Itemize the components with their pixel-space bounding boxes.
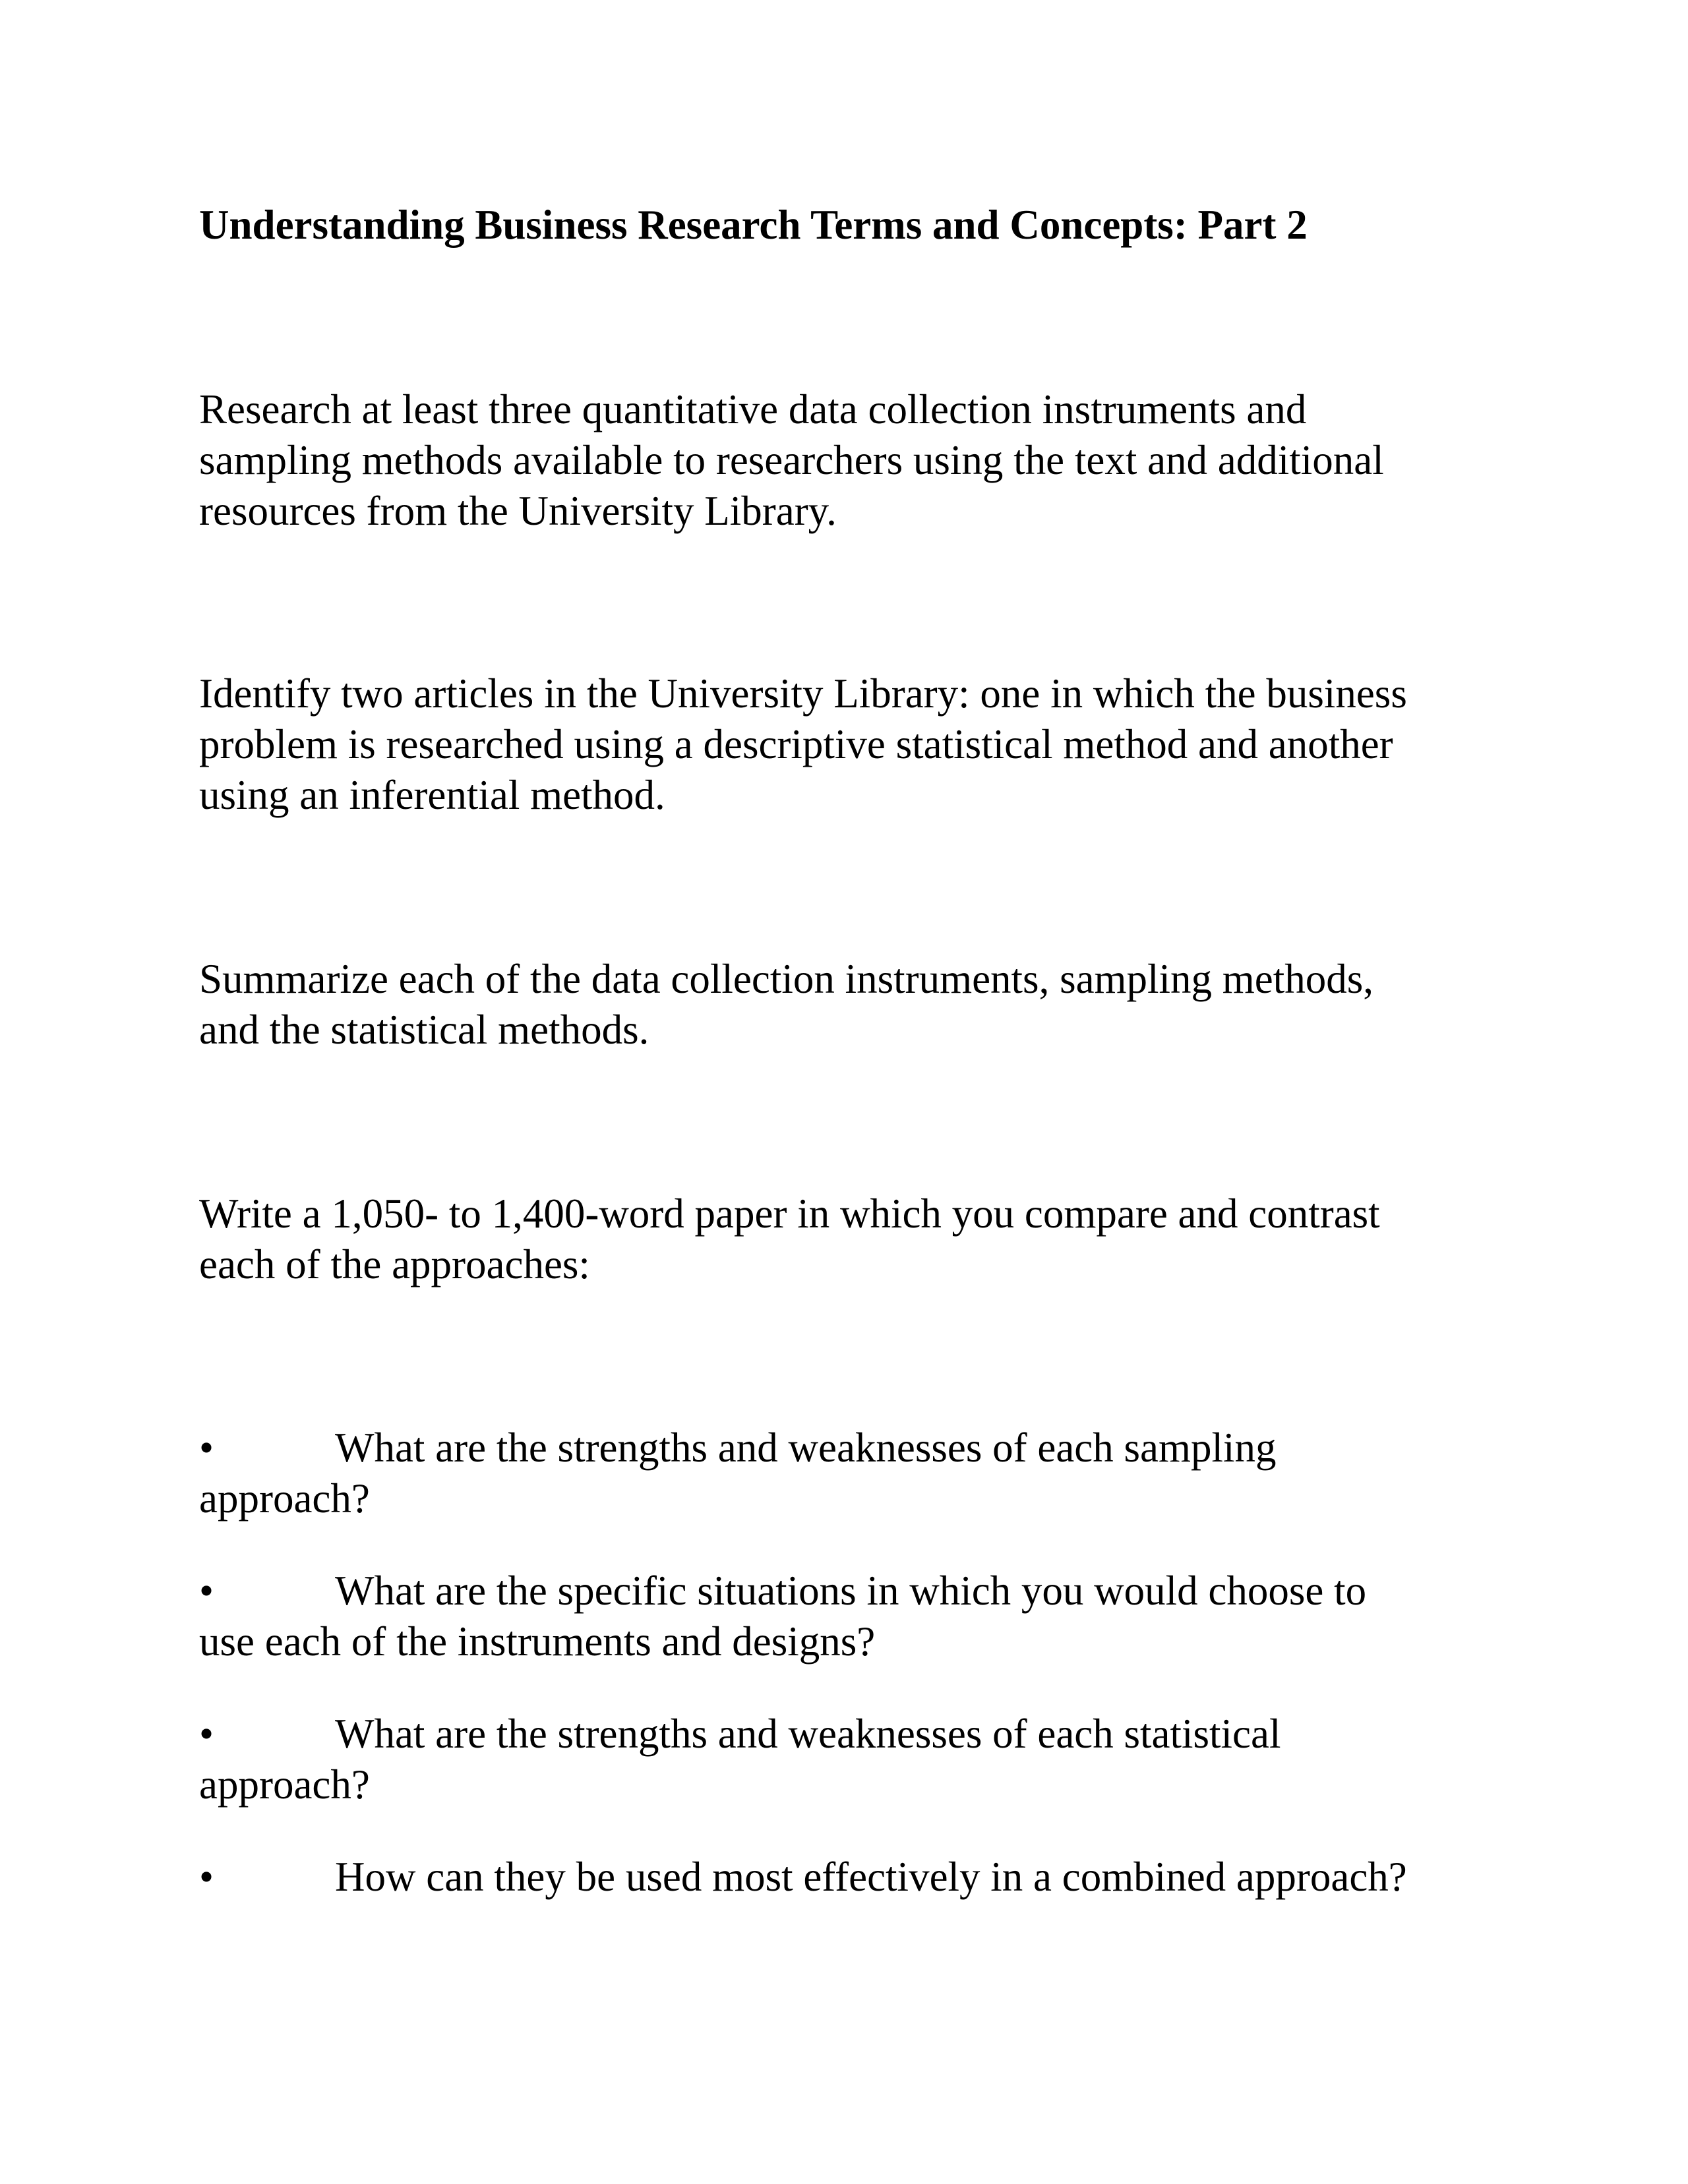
bullet-point-icon: • <box>199 1425 214 1471</box>
bullet-text: How can they be used most effectively in a combined approach? <box>335 1854 1407 1900</box>
paragraph-line: each of the approaches: <box>199 1241 590 1287</box>
document-title: Understanding Business Research Terms and Concepts: Part 2 <box>199 202 1308 248</box>
bullet-text-continued: approach? <box>199 1475 370 1521</box>
paragraph-identify-articles <box>199 668 1518 821</box>
bullet-item <box>199 1852 1518 1903</box>
paragraph-line: Identify two articles in the University Library: one in which the business <box>199 670 1407 717</box>
bullet-item <box>199 1423 1518 1524</box>
paragraph-line: Write a 1,050- to 1,400-word paper in which you compare and contrast <box>199 1191 1380 1237</box>
paragraph-line: Summarize each of the data collection instruments, sampling methods, <box>199 956 1374 1002</box>
bullet-text: What are the strengths and weaknesses of each sampling <box>335 1425 1277 1471</box>
paragraph-line: using an inferential method. <box>199 772 665 818</box>
paragraph-line: resources from the University Library. <box>199 488 837 534</box>
bullet-point-icon: • <box>199 1568 214 1614</box>
bullet-item <box>199 1566 1518 1667</box>
paragraph-line: and the statistical methods. <box>199 1007 649 1053</box>
paragraph-research-instructions <box>199 384 1518 537</box>
paragraph-line: sampling methods available to researchers using the text and additional <box>199 437 1384 483</box>
bullet-text-continued: approach? <box>199 1761 370 1808</box>
paragraph-summarize <box>199 954 1518 1055</box>
bullet-text: What are the specific situations in which you would choose to <box>335 1568 1367 1614</box>
bullet-point-icon: • <box>199 1854 214 1900</box>
bullet-text: What are the strengths and weaknesses of each statistical <box>335 1711 1281 1757</box>
bullet-point-icon: • <box>199 1711 214 1757</box>
paragraph-write-paper <box>199 1189 1518 1290</box>
paragraph-line: problem is researched using a descriptive statistical method and another <box>199 721 1393 767</box>
bullet-item <box>199 1709 1518 1810</box>
bullet-text-continued: use each of the instruments and designs? <box>199 1618 876 1665</box>
paragraph-line: Research at least three quantitative data collection instruments and <box>199 386 1307 432</box>
